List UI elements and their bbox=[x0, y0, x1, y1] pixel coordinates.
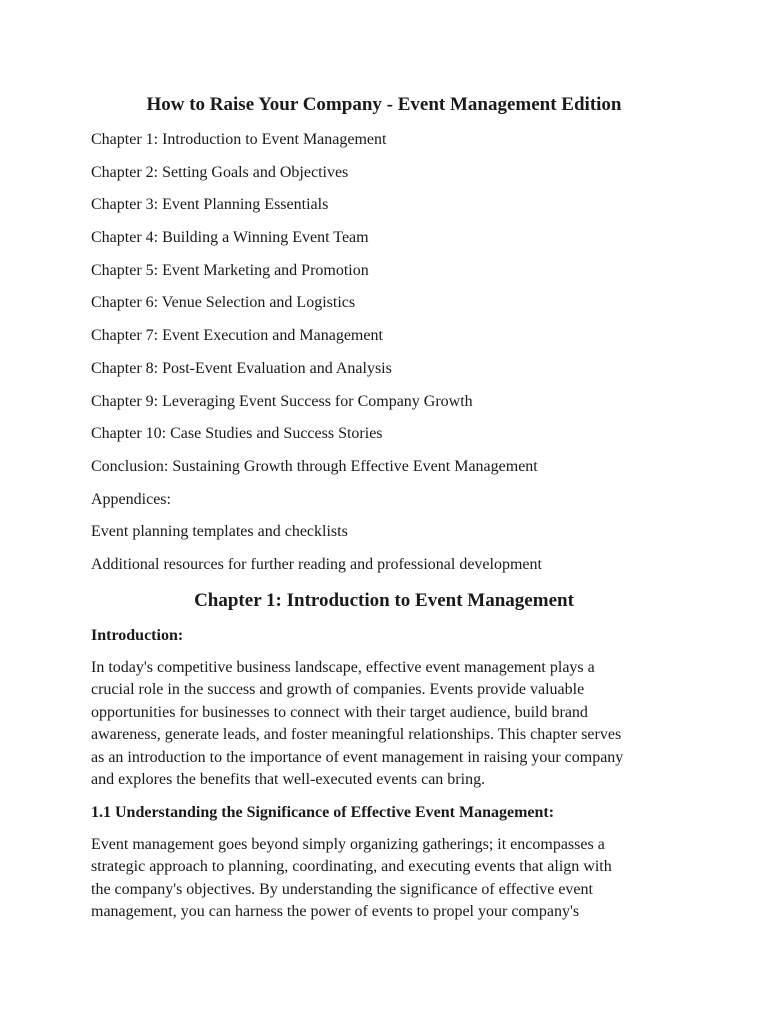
introduction-heading: Introduction: bbox=[91, 627, 184, 644]
toc-item: Chapter 1: Introduction to Event Management bbox=[91, 131, 387, 148]
paragraph-line: crucial role in the success and growth of companies. Events provide valuable bbox=[91, 681, 585, 699]
section-paragraph bbox=[91, 834, 691, 924]
toc-item: Chapter 5: Event Marketing and Promotion bbox=[91, 261, 369, 279]
toc-item: Appendices: bbox=[91, 490, 171, 508]
toc-item: Chapter 7: Event Execution and Management bbox=[91, 327, 383, 345]
paragraph-line: In today's competitive business landscape, effective event management plays a bbox=[91, 659, 595, 676]
paragraph-line: as an introduction to the importance of event management in raising your company bbox=[91, 748, 624, 766]
paragraph-line: and explores the benefits that well-executed events can bring. bbox=[91, 771, 486, 789]
toc-item: Chapter 2: Setting Goals and Objectives bbox=[91, 163, 349, 181]
document-title: How to Raise Your Company - Event Management Edition bbox=[146, 94, 622, 115]
toc-item: Chapter 8: Post-Event Evaluation and Analysis bbox=[91, 359, 392, 377]
toc-item: Conclusion: Sustaining Growth through Effective Event Management bbox=[91, 457, 538, 475]
toc-item: Chapter 10: Case Studies and Success Stories bbox=[91, 425, 383, 443]
section-heading: 1.1 Understanding the Significance of Effective Event Management: bbox=[91, 804, 555, 821]
paragraph-line: opportunities for businesses to connect with their target audience, build brand bbox=[91, 703, 588, 721]
toc-item: Chapter 9: Leveraging Event Success for Company Growth bbox=[91, 392, 473, 410]
toc-item: Additional resources for further reading and professional development bbox=[91, 555, 542, 573]
toc-item: Event planning templates and checklists bbox=[91, 523, 348, 541]
table-of-contents bbox=[91, 128, 542, 586]
toc-item: Chapter 3: Event Planning Essentials bbox=[91, 196, 329, 214]
paragraph-line: awareness, generate leads, and foster meaningful relationships. This chapter serves bbox=[91, 726, 622, 744]
toc-item: Chapter 4: Building a Winning Event Team bbox=[91, 229, 369, 247]
introduction-paragraph bbox=[91, 657, 691, 791]
paragraph-line: the company's objectives. By understanding the significance of effective event bbox=[91, 880, 593, 898]
paragraph-line: strategic approach to planning, coordinating, and executing events that align with bbox=[91, 858, 612, 876]
paragraph-line: management, you can harness the power of events to propel your company's bbox=[91, 903, 580, 921]
chapter-heading: Chapter 1: Introduction to Event Management bbox=[194, 590, 574, 611]
paragraph-line: Event management goes beyond simply organizing gatherings; it encompasses a bbox=[91, 836, 605, 853]
toc-item: Chapter 6: Venue Selection and Logistics bbox=[91, 294, 356, 312]
